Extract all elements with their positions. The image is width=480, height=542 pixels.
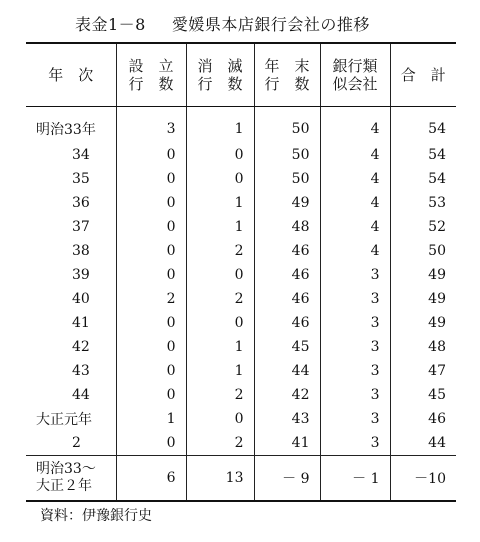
cell-dissolved: 2: [186, 287, 254, 311]
total-label: 明治33～ 大正２年: [26, 456, 116, 502]
cell-quasi-bank: 4: [320, 143, 390, 167]
cell-year-end: 44: [254, 359, 320, 383]
cell-total: 49: [390, 311, 456, 335]
cell-year-end: 46: [254, 239, 320, 263]
cell-established: 0: [116, 335, 186, 359]
cell-year-end: 46: [254, 311, 320, 335]
cell-established: 1: [116, 407, 186, 431]
cell-dissolved: 1: [186, 335, 254, 359]
cell-total: 54: [390, 143, 456, 167]
table-row: [26, 263, 456, 287]
cell-dissolved: 0: [186, 167, 254, 191]
total-total: －10: [390, 456, 456, 502]
cell-dissolved: 1: [186, 215, 254, 239]
cell-year: 明治33年: [26, 107, 116, 144]
cell-quasi-bank: 3: [320, 431, 390, 456]
cell-total: 49: [390, 287, 456, 311]
cell-quasi-bank: 3: [320, 359, 390, 383]
cell-dissolved: 2: [186, 431, 254, 456]
table-row: [26, 143, 456, 167]
cell-total: 45: [390, 383, 456, 407]
table-caption: 愛媛県本店銀行会社の推移: [171, 15, 370, 34]
cell-established: 0: [116, 143, 186, 167]
cell-year: 41: [26, 311, 116, 335]
cell-established: 2: [116, 287, 186, 311]
cell-year: 34: [26, 143, 116, 167]
table-row: [26, 383, 456, 407]
cell-year-end: 43: [254, 407, 320, 431]
cell-dissolved: 2: [186, 239, 254, 263]
cell-year-end: 41: [254, 431, 320, 456]
table-row: [26, 335, 456, 359]
cell-dissolved: 0: [186, 311, 254, 335]
cell-year: 大正元年: [26, 407, 116, 431]
cell-established: 0: [116, 263, 186, 287]
cell-total: 44: [390, 431, 456, 456]
cell-quasi-bank: 3: [320, 407, 390, 431]
cell-established: 0: [116, 311, 186, 335]
cell-year-end: 45: [254, 335, 320, 359]
header-established: 設 立 行 数: [116, 43, 186, 107]
cell-year-end: 46: [254, 287, 320, 311]
table-title: [75, 12, 370, 35]
cell-year-end: 50: [254, 143, 320, 167]
cell-dissolved: 0: [186, 143, 254, 167]
table-row: [26, 311, 456, 335]
cell-year: 36: [26, 191, 116, 215]
cell-year: 39: [26, 263, 116, 287]
table-row: [26, 287, 456, 311]
cell-year-end: 50: [254, 167, 320, 191]
header-year: 年 次: [26, 43, 116, 107]
data-table: [26, 42, 456, 502]
cell-dissolved: 0: [186, 407, 254, 431]
table-row: [26, 359, 456, 383]
header-year-end: 年 末 行 数: [254, 43, 320, 107]
cell-dissolved: 1: [186, 107, 254, 144]
cell-established: 0: [116, 383, 186, 407]
cell-year: 44: [26, 383, 116, 407]
table-row: [26, 239, 456, 263]
cell-established: 0: [116, 359, 186, 383]
cell-year: 42: [26, 335, 116, 359]
cell-year-end: 49: [254, 191, 320, 215]
cell-total: 54: [390, 167, 456, 191]
cell-dissolved: 1: [186, 191, 254, 215]
header-dissolved: 消 滅 行 数: [186, 43, 254, 107]
cell-established: 0: [116, 167, 186, 191]
cell-year-end: 50: [254, 107, 320, 144]
cell-established: 0: [116, 239, 186, 263]
cell-quasi-bank: 4: [320, 239, 390, 263]
table-row: [26, 407, 456, 431]
cell-dissolved: 0: [186, 263, 254, 287]
cell-year-end: 42: [254, 383, 320, 407]
cell-quasi-bank: 4: [320, 167, 390, 191]
header-quasi-bank: 銀行類 似会社: [320, 43, 390, 107]
table-row: [26, 215, 456, 239]
cell-established: 0: [116, 431, 186, 456]
cell-quasi-bank: 3: [320, 263, 390, 287]
cell-total: 52: [390, 215, 456, 239]
cell-quasi-bank: 3: [320, 383, 390, 407]
cell-quasi-bank: 3: [320, 311, 390, 335]
cell-quasi-bank: 4: [320, 215, 390, 239]
total-established: 6: [116, 456, 186, 502]
cell-total: 46: [390, 407, 456, 431]
table-row: [26, 167, 456, 191]
cell-year: 2: [26, 431, 116, 456]
cell-quasi-bank: 3: [320, 287, 390, 311]
table-row: [26, 191, 456, 215]
cell-total: 54: [390, 107, 456, 144]
total-year-end: － 9: [254, 456, 320, 502]
cell-total: 49: [390, 263, 456, 287]
source-note: 資料：伊豫銀行史: [40, 508, 152, 524]
cell-established: 0: [116, 215, 186, 239]
cell-total: 50: [390, 239, 456, 263]
cell-year: 43: [26, 359, 116, 383]
cell-quasi-bank: 3: [320, 335, 390, 359]
cell-total: 53: [390, 191, 456, 215]
header-row: [26, 43, 456, 107]
cell-year: 40: [26, 287, 116, 311]
table-number: 表金1－8: [75, 15, 146, 34]
total-dissolved: 13: [186, 456, 254, 502]
cell-established: 0: [116, 191, 186, 215]
cell-year: 37: [26, 215, 116, 239]
cell-total: 48: [390, 335, 456, 359]
cell-year: 35: [26, 167, 116, 191]
header-total: 合 計: [390, 43, 456, 107]
total-row: [26, 456, 456, 502]
cell-year-end: 46: [254, 263, 320, 287]
cell-established: 3: [116, 107, 186, 144]
cell-dissolved: 2: [186, 383, 254, 407]
cell-quasi-bank: 4: [320, 107, 390, 144]
cell-year-end: 48: [254, 215, 320, 239]
cell-dissolved: 1: [186, 359, 254, 383]
table-row: [26, 107, 456, 144]
cell-quasi-bank: 4: [320, 191, 390, 215]
cell-year: 38: [26, 239, 116, 263]
cell-total: 47: [390, 359, 456, 383]
total-quasi-bank: － 1: [320, 456, 390, 502]
table-row: [26, 431, 456, 456]
